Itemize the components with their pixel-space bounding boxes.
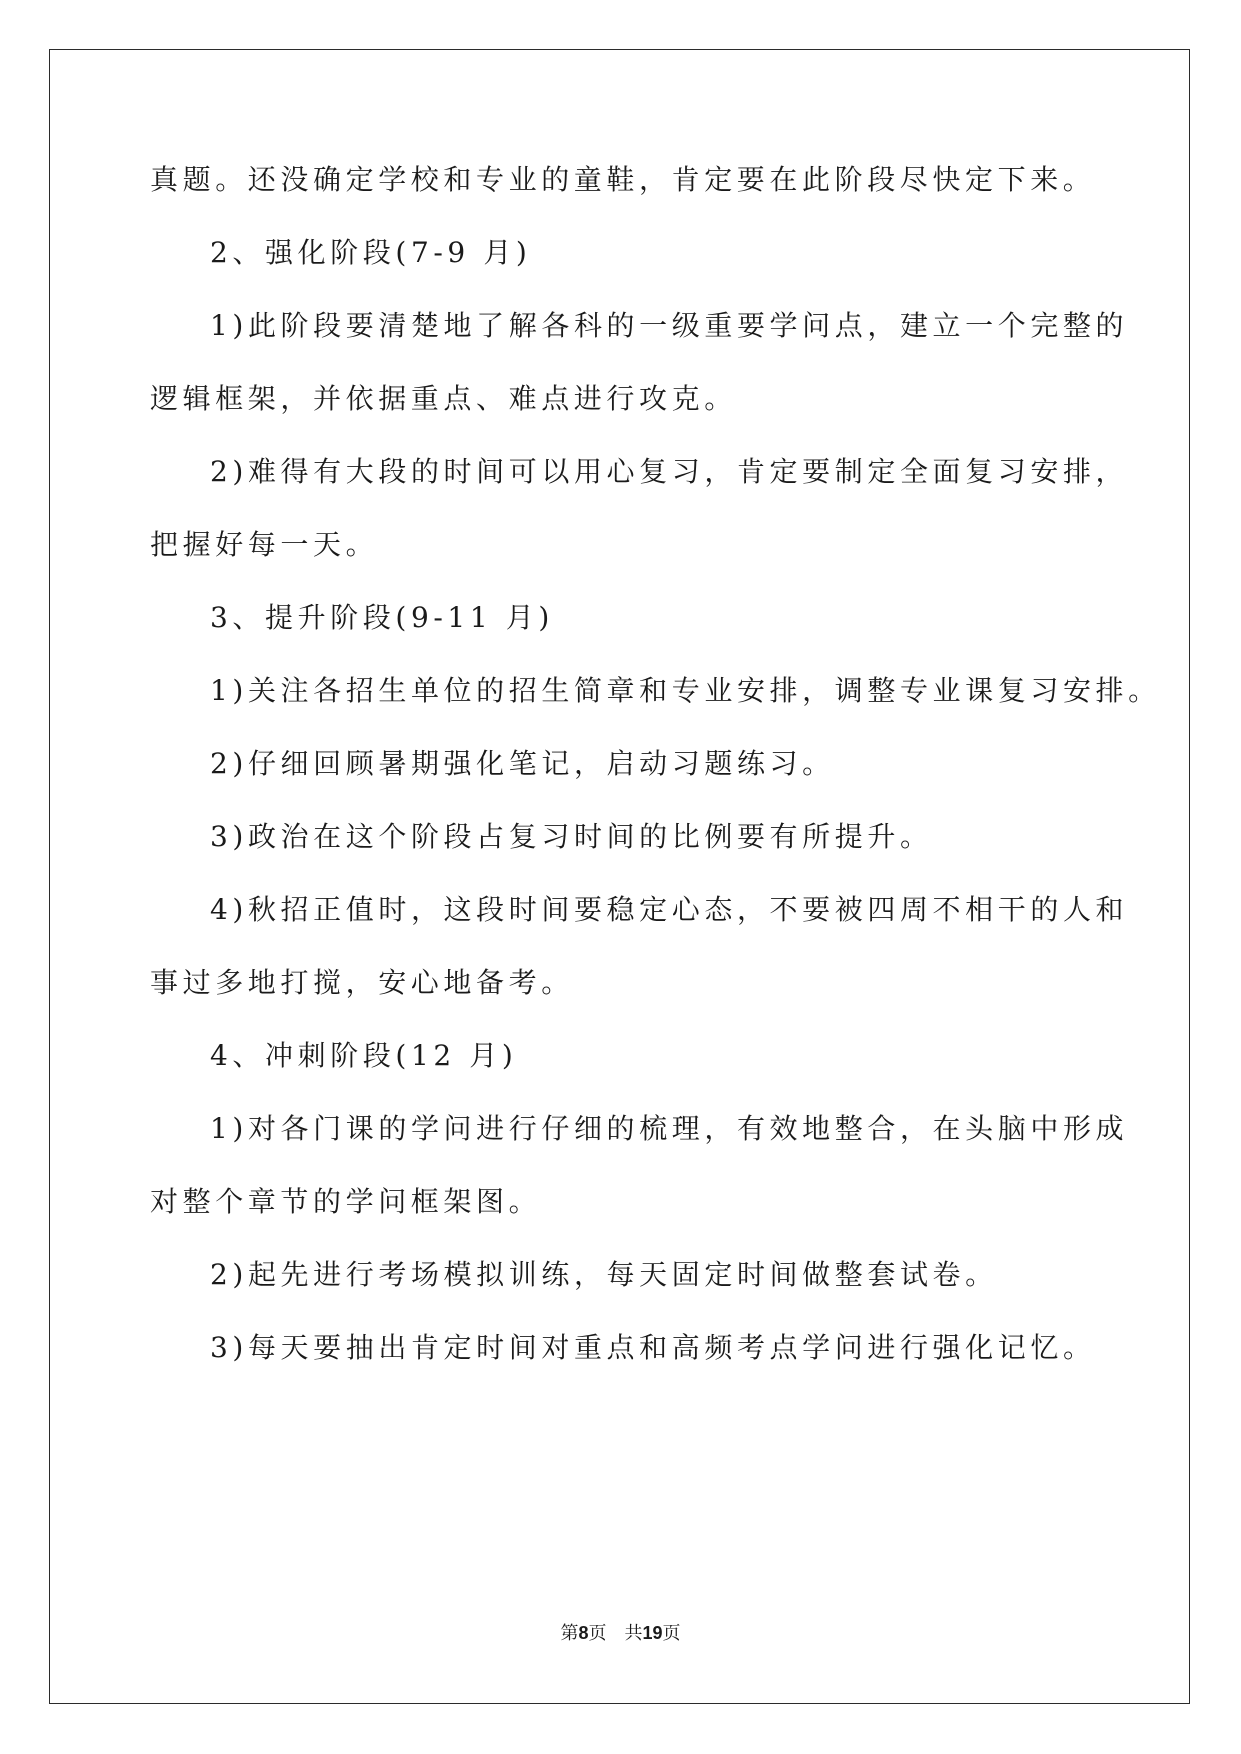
paragraph-line: 真题。还没确定学校和专业的童鞋，肯定要在此阶段尽快定下来。 <box>150 163 1096 196</box>
footer-total-suffix: 页 <box>662 1623 681 1644</box>
paragraph-line: 3)政治在这个阶段占复习时间的比例要有所提升。 <box>210 820 933 853</box>
paragraph-line: 事过多地打搅，安心地备考。 <box>150 966 574 999</box>
footer-prefix: 第 <box>560 1623 579 1644</box>
section-heading: 4、冲刺阶段(12 月) <box>210 1039 518 1072</box>
paragraph-line: 4)秋招正值时，这段时间要稳定心态，不要被四周不相干的人和 <box>210 893 1129 926</box>
paragraph-line: 2)起先进行考场模拟训练，每天固定时间做整套试卷。 <box>210 1258 998 1291</box>
paragraph-line: 2)仔细回顾暑期强化笔记，启动习题练习。 <box>210 747 835 780</box>
paragraph-line: 逻辑框架，并依据重点、难点进行攻克。 <box>150 382 737 415</box>
total-page-count: 19 <box>642 1623 663 1643</box>
paragraph-line: 1)此阶段要清楚地了解各科的一级重要学问点，建立一个完整的 <box>210 309 1129 342</box>
paragraph-line: 1)关注各招生单位的招生简章和专业安排，调整专业课复习安排。 <box>210 674 1161 707</box>
paragraph-line: 对整个章节的学问框架图。 <box>150 1185 542 1218</box>
footer-page-suffix: 页 <box>588 1623 607 1644</box>
section-heading: 2、强化阶段(7-9 月) <box>210 236 532 269</box>
paragraph-line: 1)对各门课的学问进行仔细的梳理，有效地整合，在头脑中形成 <box>210 1112 1129 1145</box>
section-heading: 3、提升阶段(9-11 月) <box>210 601 554 634</box>
footer-total-prefix: 共 <box>624 1623 643 1644</box>
paragraph-line: 3)每天要抽出肯定时间对重点和高频考点学问进行强化记忆。 <box>210 1331 1096 1364</box>
current-page-number: 8 <box>578 1623 589 1643</box>
paragraph-line: 2)难得有大段的时间可以用心复习，肯定要制定全面复习安排， <box>210 455 1129 488</box>
paragraph-line: 把握好每一天。 <box>150 528 379 561</box>
page-footer <box>0 1621 1241 1646</box>
page-border <box>49 49 1190 1704</box>
